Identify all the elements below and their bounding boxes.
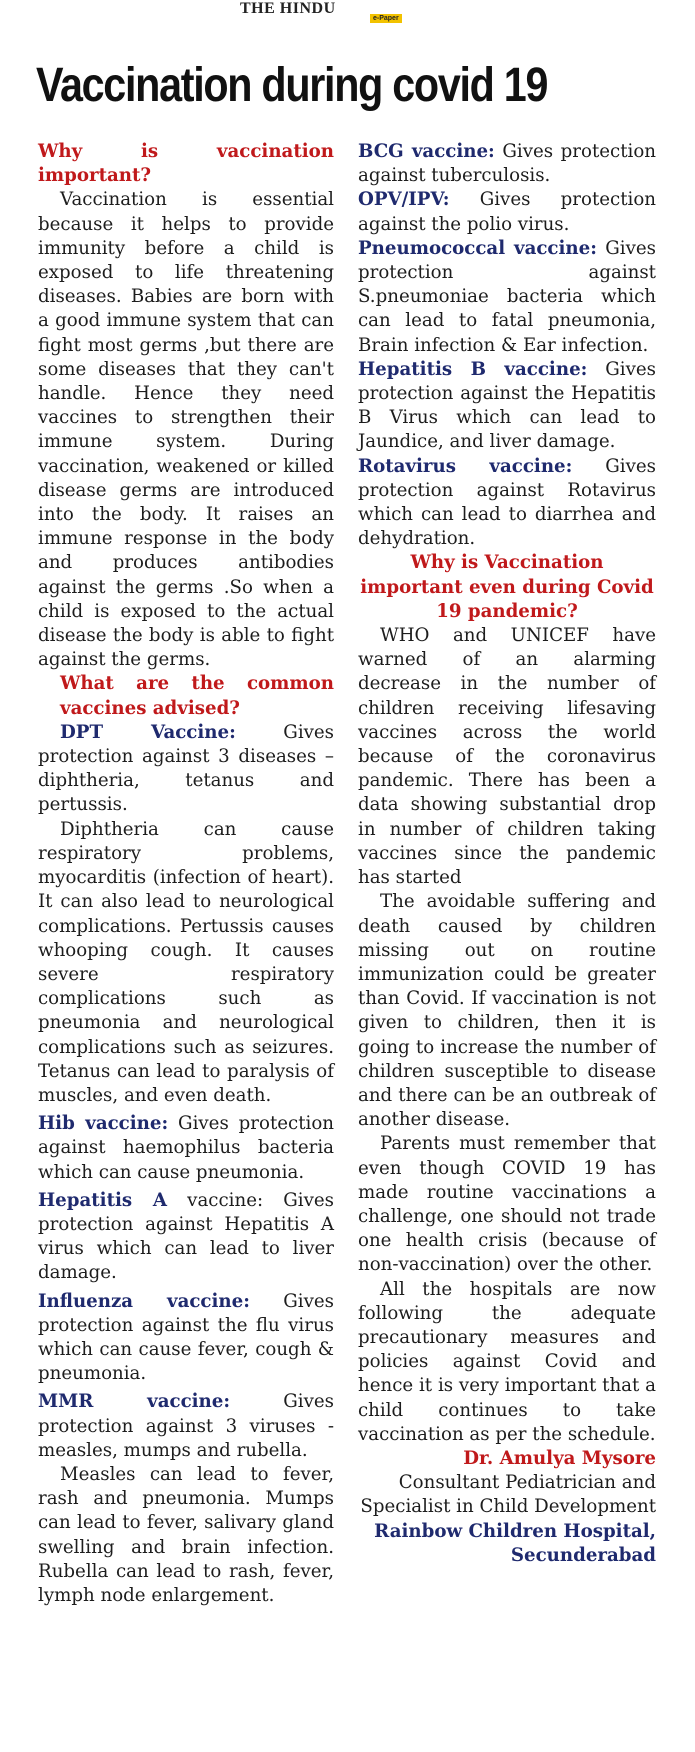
hepatitis-a-label: Hepatitis A <box>38 1189 167 1211</box>
left-column <box>38 140 334 1608</box>
paragraph-hospitals: All the hospitals are now following the adequate precautionary measures and policies against Covid and hence it is very important that a child continues to take vaccination as per the schedule. <box>358 1278 656 1445</box>
hospital-city: Secunderabad <box>510 1544 656 1566</box>
pneumococcal-label: Pneumococcal vaccine: <box>358 237 597 259</box>
hib-label: Hib vaccine: <box>38 1113 169 1135</box>
rotavirus-label: Rotavirus vaccine: <box>358 455 573 477</box>
question-covid-importance: Why is Vaccination important even during Covid 19 pandemic? <box>360 552 654 622</box>
hospital-name: Rainbow Children Hospital, <box>374 1520 656 1542</box>
author-role: Consultant Pediatrician and Specialist in Child Development <box>360 1472 656 1518</box>
mmr-paragraph: MMR vaccine: Gives protection against 3 viruses - measles, mumps and rubella. <box>38 1391 334 1461</box>
headline: Vaccination during covid 19 <box>36 59 548 112</box>
question-why-important: Why is vaccination important? <box>38 141 334 187</box>
hib-paragraph: Hib vaccine: Gives protection against haemophilus bacteria which can cause pneumonia. <box>38 1113 334 1183</box>
right-column <box>358 140 656 1568</box>
opv-label: OPV/IPV: <box>358 189 450 211</box>
mmr-details: Measles can lead to fever, rash and pneumonia. Mumps can lead to fever, salivary gland swelling and brain infection. Rubella can lead to rash, fever, lymph node enlargement. <box>38 1463 334 1606</box>
author-name: Dr. Amulya Mysore <box>463 1447 656 1469</box>
masthead <box>0 0 695 26</box>
dpt-paragraph: DPT Vaccine: Gives protection against 3 diseases – diphtheria, tetanus and pertussis. <box>38 721 335 816</box>
bcg-paragraph: BCG vaccine: Gives protection against tuberculosis. <box>358 141 656 187</box>
paragraph-avoidable-suffering: The avoidable suffering and death caused by children missing out on routine immunization could be greater than Covid. If vaccination is not given to children, then it is going to increase the number of children susceptible to disease and there can be an outbreak of another disease. <box>358 891 656 1131</box>
epaper-badge: e-Paper <box>370 14 402 23</box>
influenza-label: Influenza vaccine: <box>38 1290 250 1312</box>
paragraph-importance: Vaccination is essential because it helps to provide immunity before a child is exposed to life threatening diseases. Babies are born with a good immune system that can fight most germs ,but there are some diseases that they can't handle. Hence they need vaccines to strengthen their immune system. During vaccination, weakened or killed disease germs are introduced into the body. It raises an immune response in the body and produces antibodies against the germs .So when a child is exposed to the actual disease the body is able to fight against the germs. <box>38 189 334 671</box>
opv-paragraph: OPV/IPV: Gives protection against the polio virus. <box>358 189 656 235</box>
question-common-vaccines: What are the common vaccines advised? <box>60 673 334 719</box>
paragraph-who-unicef: WHO and UNICEF have warned of an alarming decrease in the number of children receiving lifesaving vaccines across the world because of the coronavirus pandemic. There has been a data showing substantial drop in number of children taking vaccines since the pandemic has started <box>358 625 656 889</box>
hepatitis-b-label: Hepatitis B vaccine: <box>358 358 588 380</box>
mmr-label: MMR vaccine: <box>38 1391 231 1413</box>
pneumococcal-paragraph: Pneumococcal vaccine: Gives protection against S.pneumoniae bacteria which can lead to fatal pneumonia, Brain infection & Ear infection. <box>358 237 656 356</box>
dpt-label: DPT Vaccine: <box>60 721 236 743</box>
rotavirus-paragraph: Rotavirus vaccine: Gives protection against Rotavirus which can lead to diarrhea and dehydration. <box>358 455 656 550</box>
hepatitis-a-paragraph: Hepatitis A vaccine: Gives protection against Hepatitis A virus which can lead to liver damage. <box>38 1189 334 1284</box>
hepatitis-b-paragraph: Hepatitis B vaccine: Gives protection against the Hepatitis B Virus which can lead to Jaundice, and liver damage. <box>358 358 656 453</box>
bcg-label: BCG vaccine: <box>358 141 495 162</box>
dpt-details: Diphtheria can cause respiratory problems, myocarditis (infection of heart). It can also lead to neurological complications. Pertussis causes whooping cough. It causes severe respiratory complications such as pneumonia and neurological complications such as seizures. Tetanus can lead to paralysis of muscles, and even death. <box>38 818 334 1106</box>
influenza-paragraph: Influenza vaccine: Gives protection against the flu virus which can cause fever, cough & pneumonia. <box>38 1290 334 1385</box>
newspaper-logo: THE HINDU <box>240 0 336 17</box>
paragraph-parents: Parents must remember that even though COVID 19 has made routine vaccinations a challenge, one should not trade one health crisis (because of non-vaccination) over the other. <box>358 1133 656 1276</box>
